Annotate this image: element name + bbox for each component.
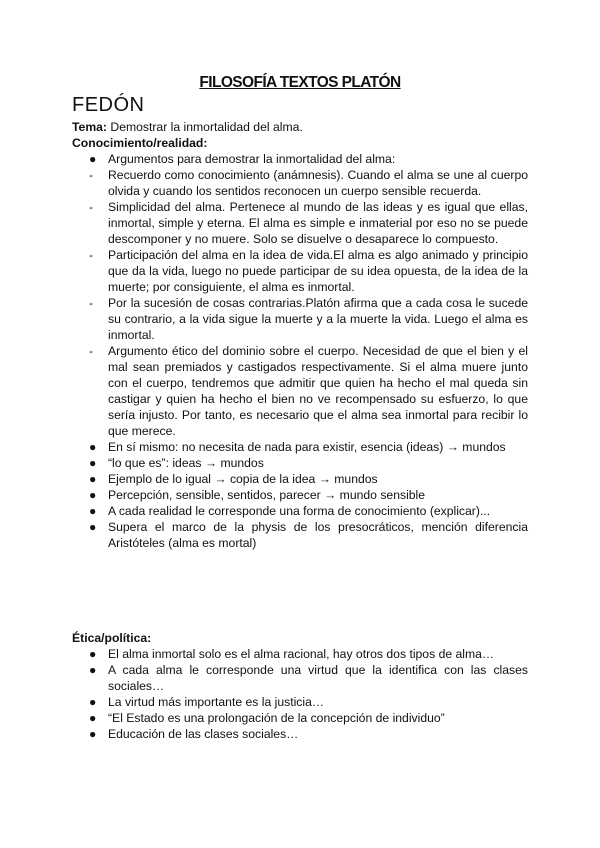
list-item — [72, 726, 528, 742]
list-item — [72, 694, 528, 710]
list-item-text: Participación del alma en la idea de vida.El alma es algo animado y principio que da la vida, luego no puede participar de su idea opuesta, de la idea de la muerte; por consiguiente, el alma es inmortal. — [108, 248, 528, 294]
dash-marker: - — [89, 200, 94, 214]
list-item — [72, 247, 528, 295]
document-title: FILOSOFÍA TEXTOS PLATÓN — [199, 74, 401, 91]
list-item — [72, 167, 528, 199]
dash-marker: - — [89, 168, 94, 182]
list-item-text: “El Estado es una prolongación de la concepción de individuo” — [108, 711, 445, 725]
section-heading: FEDÓN — [72, 94, 145, 116]
list-item — [72, 199, 528, 247]
list-item-text: Por la sucesión de cosas contrarias.Platón afirma que a cada cosa le sucede su contrario, a la vida sigue la muerte y a la muerte la vida. Luego el alma es inmortal. — [108, 296, 528, 342]
list-item — [72, 439, 528, 455]
bullet-marker: ● — [89, 711, 97, 725]
list-item-text: A cada realidad le corresponde una forma de conocimiento (explicar)... — [108, 504, 491, 518]
list-item-text: Simplicidad del alma. Pertenece al mundo de las ideas y es igual que ellas, inmortal, simple y eterna. El alma es simple e inmaterial por eso no se puede descomponer y no muere. Solo se disuelve o desaparece lo compuesto. — [108, 200, 528, 246]
list-item — [72, 519, 528, 551]
tema-label: Tema: — [72, 120, 107, 134]
list-item — [72, 662, 528, 694]
bullet-marker: ● — [89, 152, 97, 166]
etica-heading: Ética/política: — [72, 631, 152, 645]
list-item-text: “lo que es”: ideas → mundos — [108, 456, 264, 470]
list-item — [72, 151, 528, 167]
bullet-marker: ● — [89, 488, 97, 502]
list-item-text: A cada alma le corresponde una virtud que la identifica con las clases sociales… — [108, 663, 528, 693]
list-item — [72, 295, 528, 343]
dash-marker: - — [89, 296, 94, 310]
tema-text: Demostrar la inmortalidad del alma. — [107, 120, 303, 134]
list-item-text: Ejemplo de lo igual → copia de la idea → mundos — [108, 472, 378, 486]
list-item-text: La virtud más importante es la justicia… — [108, 695, 325, 709]
list-item — [72, 646, 528, 662]
list-item — [72, 455, 528, 471]
list-item — [72, 487, 528, 503]
list-item-text: Argumento ético del dominio sobre el cuerpo. Necesidad de que el bien y el mal sean premiados y castigados respectivamente. Si el alma muere junto con el cuerpo, tendremos que admitir que quien ha hecho el mal queda sin castigar y quien ha hecho el bien no ve recompensado su esfuerzo, lo que sería injusto. Por tanto, es necesario que el alma sea inmortal para recibir lo que merece. — [108, 344, 528, 438]
list-item-text: Recuerdo como conocimiento (anámnesis). Cuando el alma se une al cuerpo olvida y cuando los sentidos reconocen un cuerpo sensible recuerda. — [108, 168, 528, 198]
list-item — [72, 710, 528, 726]
etica-list — [72, 646, 528, 742]
bullet-marker: ● — [89, 472, 97, 486]
bullet-marker: ● — [89, 695, 97, 709]
list-item-text: Supera el marco de la physis de los presocráticos, mención diferencia Aristóteles (alma es mortal) — [108, 520, 528, 550]
bullet-marker: ● — [89, 456, 97, 470]
list-item-text: Educación de las clases sociales… — [108, 727, 299, 741]
list-item-text: Percepción, sensible, sentidos, parecer → mundo sensible — [108, 488, 426, 502]
dash-marker: - — [89, 248, 94, 262]
bullet-marker: ● — [89, 663, 97, 677]
dash-marker: - — [89, 344, 94, 358]
bullet-marker: ● — [89, 440, 97, 454]
bullet-marker: ● — [89, 520, 97, 534]
list-item — [72, 503, 528, 519]
conocimiento-heading: Conocimiento/realidad: — [72, 136, 208, 150]
list-item-text: En sí mismo: no necesita de nada para existir, esencia (ideas) → mundos — [108, 440, 506, 454]
list-item — [72, 343, 528, 439]
tema-line — [72, 119, 303, 135]
conocimiento-list — [72, 151, 528, 551]
list-item — [72, 471, 528, 487]
bullet-marker: ● — [89, 504, 97, 518]
bullet-marker: ● — [89, 727, 97, 741]
bullet-marker: ● — [89, 647, 97, 661]
list-item-text: Argumentos para demostrar la inmortalidad del alma: — [108, 152, 396, 166]
list-item-text: El alma inmortal solo es el alma racional, hay otros dos tipos de alma… — [108, 647, 495, 661]
